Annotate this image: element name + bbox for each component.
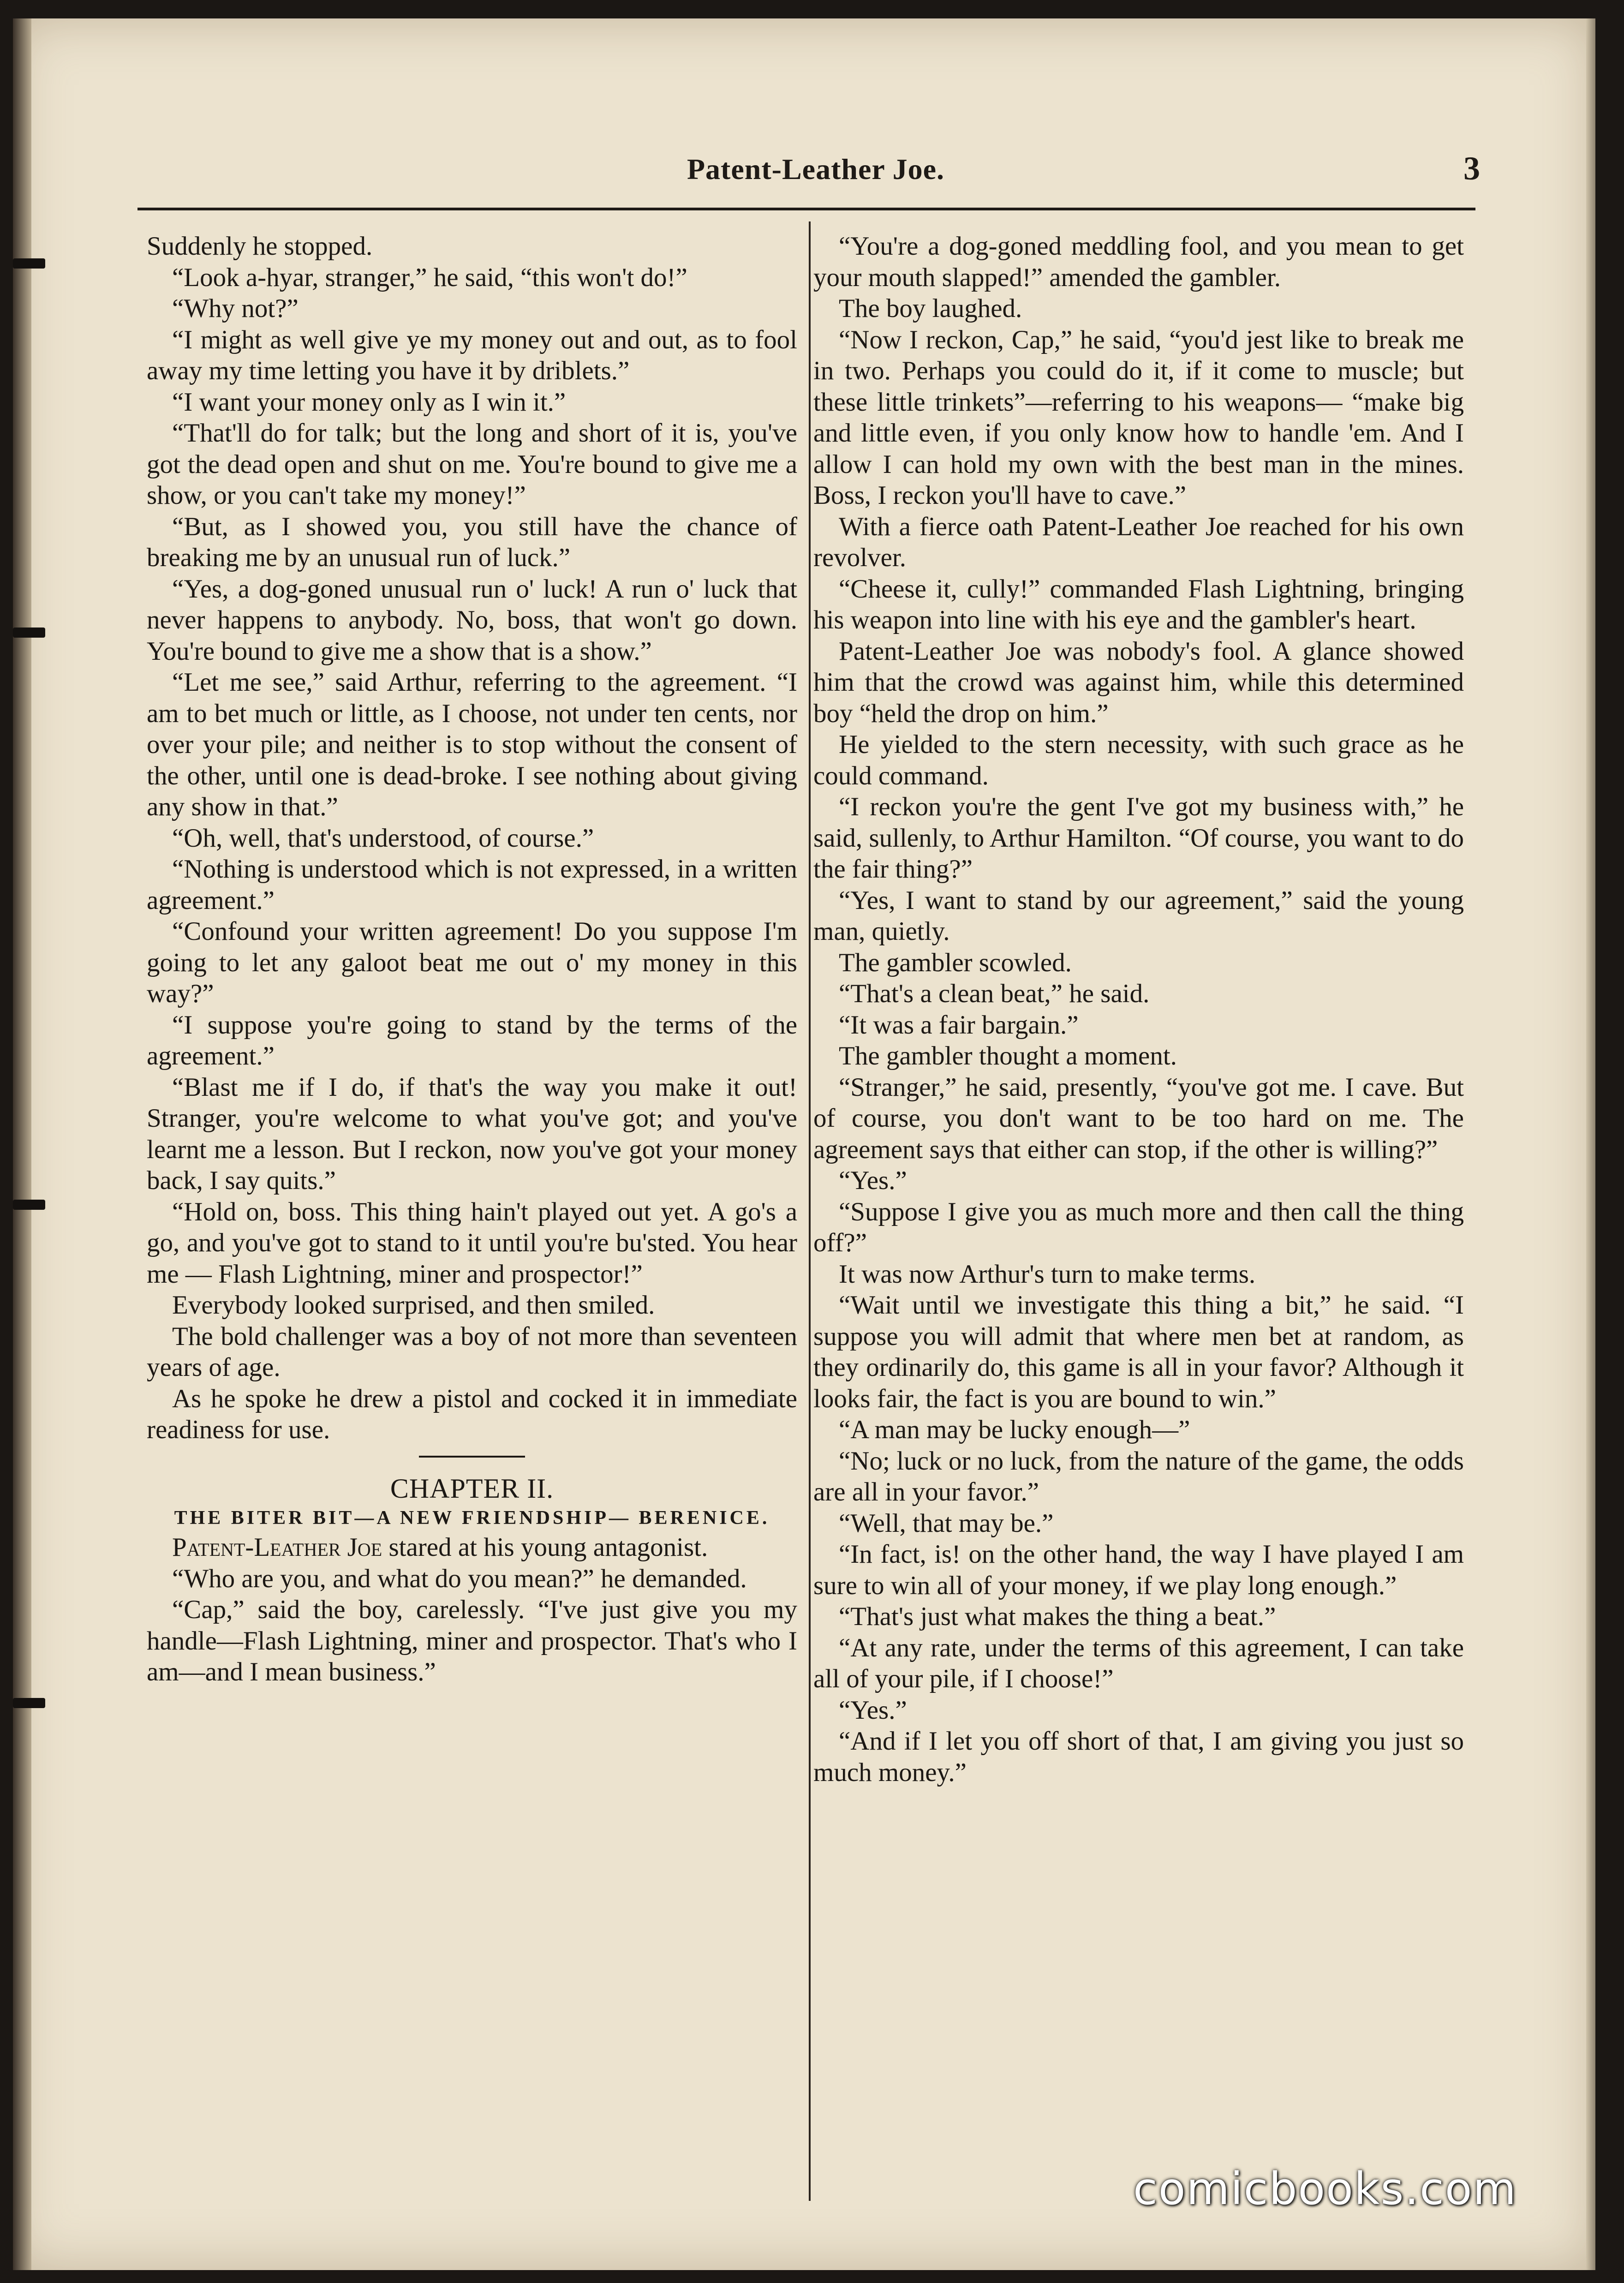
paragraph: “Nothing is understood which is not expressed, in a written agreement.” xyxy=(147,855,797,915)
page-header xyxy=(151,148,1480,198)
chapter-rule xyxy=(419,1456,525,1458)
paragraph: He yielded to the stern necessity, with such grace as he could command. xyxy=(813,730,1464,790)
paragraph: “Cap,” said the boy, carelessly. “I've just give you my handle—Flash Lightning, miner and prospector. That's who I am—and I mean business.” xyxy=(147,1595,797,1686)
opening-name: Patent-Leather Joe xyxy=(172,1533,382,1562)
paragraph: “And if I let you off short of that, I am giving you just so much money.” xyxy=(813,1727,1464,1787)
paragraph: “Oh, well, that's understood, of course.” xyxy=(172,823,594,853)
paragraph: “I suppose you're going to stand by the terms of the agreement.” xyxy=(147,1010,797,1070)
chapter-opening xyxy=(147,1532,797,1563)
paragraph: “Now I reckon, Cap,” he said, “you'd jest like to break me in two. Perhaps you could do it, if it come to muscle; but these little trinkets”—referring to his weapons— “make big and little even, if you only know how to handle 'em. And I allow I can hold my own with the best man in the mines. Boss, I reckon you'll have to cave.” xyxy=(813,325,1464,510)
page-edge xyxy=(1586,18,1595,2270)
binding-staple xyxy=(13,1698,45,1708)
paragraph: “Confound your written agreement! Do you suppose I'm going to let any galoot beat me out o' my money in this way?” xyxy=(147,917,797,1008)
page-number: 3 xyxy=(1463,150,1480,187)
paragraph: “Who are you, and what do you mean?” he demanded. xyxy=(172,1564,747,1593)
paragraph: “I reckon you're the gent I've got my business with,” he said, sullenly, to Arthur Hamilton. “Of course, you want to do the fair thing?” xyxy=(813,792,1464,884)
column-divider xyxy=(809,221,811,2201)
paragraph: Everybody looked surprised, and then smiled. xyxy=(172,1291,655,1320)
header-rule xyxy=(137,208,1475,210)
right-column xyxy=(813,231,1464,1788)
paragraph: “Wait until we investigate this thing a bit,” he said. “I suppose you will admit that where men bet at random, as they ordinarily do, this game is all in your favor? Although it looks fair, the fact is you are bound to win.” xyxy=(813,1291,1464,1413)
paragraph: “At any rate, under the terms of this agreement, I can take all of your pile, if I choose!” xyxy=(813,1633,1464,1693)
paragraph: “That's a clean beat,” he said. xyxy=(839,979,1150,1008)
paragraph: “I want your money only as I win it.” xyxy=(172,387,566,417)
chapter-title: CHAPTER II. xyxy=(390,1473,554,1504)
paragraph: “Stranger,” he said, presently, “you've got me. I cave. But of course, you don't want to be too hard on me. The agreement says that either can stop, if the other is willing?” xyxy=(813,1072,1464,1164)
binding-staple xyxy=(13,628,45,638)
paragraph: “It was a fair bargain.” xyxy=(839,1010,1079,1040)
paragraph: Patent-Leather Joe was nobody's fool. A glance showed him that the crowd was against him, while this determined boy “held the drop on him.” xyxy=(813,636,1464,728)
paragraph: The bold challenger was a boy of not more than seventeen years of age. xyxy=(147,1321,797,1382)
chapter-subtitle: THE BITER BIT—A NEW FRIENDSHIP— BERENICE. xyxy=(174,1507,770,1529)
paragraph: “Suppose I give you as much more and then call the thing off?” xyxy=(813,1197,1464,1257)
paragraph: “You're a dog-goned meddling fool, and you mean to get your mouth slapped!” amended the gambler. xyxy=(813,232,1464,292)
paragraph: “That'll do for talk; but the long and short of it is, you've got the dead open and shut on me. You're bound to give me a show, or you can't take my money!” xyxy=(147,418,797,510)
site-watermark: comicbooks.com xyxy=(1133,2163,1517,2215)
paragraph: “A man may be lucky enough—” xyxy=(839,1415,1190,1444)
paragraph: “Yes, a dog-goned unusual run o' luck! A run o' luck that never happens to anybody. No, boss, that won't go down. You're bound to give me a show that is a show.” xyxy=(147,574,797,666)
paragraph: “Well, that may be.” xyxy=(839,1508,1054,1538)
book-page xyxy=(13,18,1595,2270)
paragraph: “No; luck or no luck, from the nature of the game, the odds are all in your favor.” xyxy=(813,1446,1464,1506)
paragraph: With a fierce oath Patent-Leather Joe reached for his own revolver. xyxy=(813,512,1464,572)
paragraph: “I might as well give ye my money out and out, as to fool away my time letting you have it by driblets.” xyxy=(147,325,797,385)
running-title: Patent-Leather Joe. xyxy=(687,153,945,185)
paragraph: “Yes.” xyxy=(839,1166,907,1195)
paragraph: “That's just what makes the thing a beat.” xyxy=(839,1602,1276,1631)
paragraph: “Blast me if I do, if that's the way you make it out! Stranger, you're welcome to what you've got; and you've learnt me a lesson. But I reckon, now you've got your money back, I say quits.” xyxy=(147,1072,797,1195)
paragraph: “Let me see,” said Arthur, referring to the agreement. “I am to bet much or little, as I choose, not under ten cents, nor over your pile; and neither is to stop without the consent of the other, until one is dead-broke. I see nothing about giving any show in that.” xyxy=(147,668,797,821)
opening-text: stared at his young antagonist. xyxy=(382,1533,708,1562)
paragraph: It was now Arthur's turn to make terms. xyxy=(839,1259,1256,1289)
paragraph: “Look a-hyar, stranger,” he said, “this won't do!” xyxy=(172,263,687,292)
paragraph: “Yes, I want to stand by our agreement,” said the young man, quietly. xyxy=(813,885,1464,946)
paragraph: “Hold on, boss. This thing hain't played out yet. A go's a go, and you've got to stand to it until you're bu'sted. You hear me — Flash Lightning, miner and prospector!” xyxy=(147,1197,797,1289)
binding-staple xyxy=(13,1200,45,1210)
paragraph: As he spoke he drew a pistol and cocked it in immediate readiness for use. xyxy=(147,1384,797,1444)
paragraph: Suddenly he stopped. xyxy=(147,232,373,261)
left-column xyxy=(147,231,797,1688)
paragraph: “Yes.” xyxy=(839,1695,907,1725)
paragraph: The gambler scowled. xyxy=(839,948,1072,977)
binding-spine xyxy=(13,18,31,2270)
paragraph: “In fact, is! on the other hand, the way I have played I am sure to win all of your money, if we play long enough.” xyxy=(813,1540,1464,1600)
binding-staple xyxy=(13,258,45,269)
paragraph: “Why not?” xyxy=(172,294,299,323)
paragraph: The gambler thought a moment. xyxy=(839,1041,1177,1070)
paragraph: “Cheese it, cully!” commanded Flash Lightning, bringing his weapon into line with his eye and the gambler's heart. xyxy=(813,574,1464,634)
paragraph: The boy laughed. xyxy=(839,294,1022,323)
paragraph: “But, as I showed you, you still have the chance of breaking me by an unusual run of luck.” xyxy=(147,512,797,572)
